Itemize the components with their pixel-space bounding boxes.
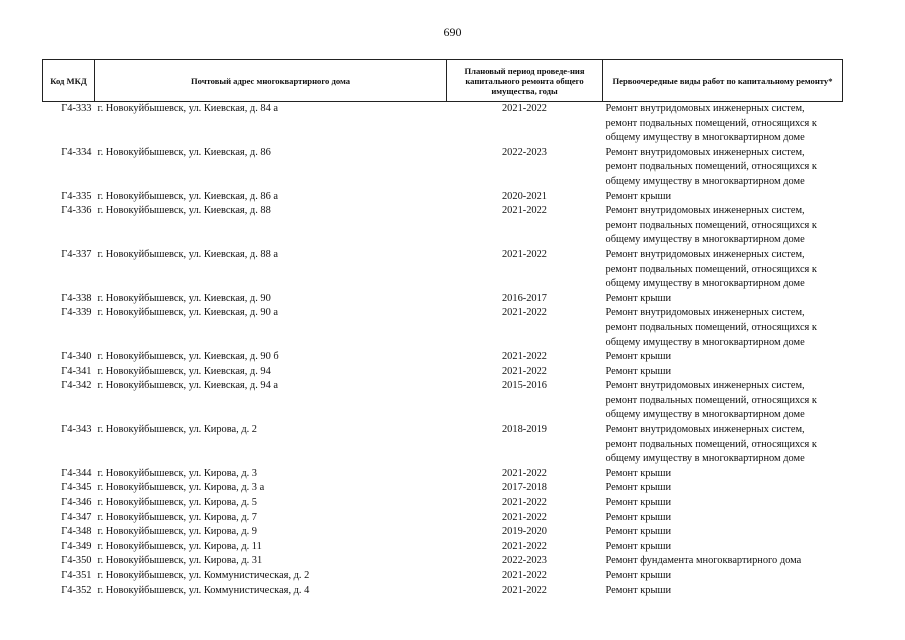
cell-address: г. Новокуйбышевск, ул. Кирова, д. 2 <box>97 424 258 436</box>
capital-repair-table <box>42 59 843 598</box>
cell-address: г. Новокуйбышевск, ул. Кирова, д. 11 <box>97 540 262 552</box>
cell-address: г. Новокуйбышевск, ул. Кирова, д. 5 <box>97 497 258 509</box>
cell-address: г. Новокуйбышевск, ул. Коммунистическая, д. 4 <box>97 584 310 596</box>
cell-code: Г4-342 <box>61 380 92 392</box>
cell-works: Ремонт крыши <box>605 584 672 596</box>
table-row <box>43 511 843 526</box>
cell-code: Г4-348 <box>61 526 92 538</box>
cell-works: Ремонт крыши <box>605 526 672 538</box>
cell-period: 2021-2022 <box>501 570 548 581</box>
table-body <box>43 102 843 599</box>
cell-code: Г4-338 <box>61 292 92 304</box>
cell-period: 2017-2018 <box>501 482 548 494</box>
header-code: Код МКД <box>43 60 95 102</box>
cell-period: 2021-2022 <box>501 248 548 260</box>
cell-period: 2020-2021 <box>501 190 548 202</box>
cell-period: 2021-2022 <box>501 307 548 319</box>
cell-works: Ремонт внутридомовых инженерных систем, ремонт подвальных помещений, относящихся к общему имуществу в многоквартирном доме <box>605 103 817 144</box>
table-row <box>43 365 843 380</box>
cell-period: 2022-2023 <box>501 555 548 567</box>
cell-code: Г4-341 <box>61 365 92 377</box>
cell-works: Ремонт внутридомовых инженерных систем, ремонт подвальных помещений, относящихся к общему имуществу в многоквартирном доме <box>605 146 817 187</box>
cell-works: Ремонт крыши <box>605 511 672 523</box>
table-row <box>43 350 843 365</box>
cell-address: г. Новокуйбышевск, ул. Кирова, д. 3 <box>97 467 258 479</box>
cell-code: Г4-349 <box>61 540 92 552</box>
cell-period: 2021-2022 <box>501 103 548 114</box>
header-period: Плановый период проведе-ния капитального ремонта общего имущества, годы <box>447 60 603 102</box>
table-row <box>43 481 843 496</box>
table-row <box>43 292 843 307</box>
cell-address: г. Новокуйбышевск, ул. Киевская, д. 90 б <box>97 351 279 363</box>
cell-address: г. Новокуйбышевск, ул. Кирова, д. 7 <box>97 511 258 523</box>
cell-address: г. Новокуйбышевск, ул. Киевская, д. 90 <box>97 292 271 304</box>
cell-period: 2022-2023 <box>501 146 548 158</box>
table-row <box>43 248 843 292</box>
cell-address: г. Новокуйбышевск, ул. Кирова, д. 9 <box>97 526 258 538</box>
cell-code: Г4-336 <box>61 205 92 217</box>
cell-period: 2021-2022 <box>501 205 548 217</box>
cell-code: Г4-339 <box>61 307 92 319</box>
cell-code: Г4-351 <box>61 570 92 581</box>
cell-works: Ремонт внутридомовых инженерных систем, ремонт подвальных помещений, относящихся к общему имуществу в многоквартирном доме <box>605 380 817 421</box>
header-works: Первоочередные виды работ по капитальному ремонту* <box>603 60 843 102</box>
cell-code: Г4-352 <box>61 584 92 596</box>
cell-works: Ремонт внутридомовых инженерных систем, ремонт подвальных помещений, относящихся к общему имуществу в многоквартирном доме <box>605 205 817 246</box>
cell-address: г. Новокуйбышевск, ул. Киевская, д. 94 а <box>97 380 278 392</box>
cell-period: 2015-2016 <box>501 380 548 392</box>
cell-works: Ремонт внутридомовых инженерных систем, ремонт подвальных помещений, относящихся к общему имуществу в многоквартирном доме <box>605 424 817 465</box>
cell-works: Ремонт крыши <box>605 292 672 304</box>
cell-period: 2021-2022 <box>501 511 548 523</box>
cell-address: г. Новокуйбышевск, ул. Коммунистическая, д. 2 <box>97 570 310 581</box>
cell-works: Ремонт фундамента многоквартирного дома <box>605 555 802 567</box>
table-row <box>43 496 843 511</box>
cell-works: Ремонт крыши <box>605 570 672 581</box>
cell-period: 2021-2022 <box>501 584 548 596</box>
table-row <box>43 204 843 248</box>
page-number: 690 <box>443 25 462 39</box>
cell-address: г. Новокуйбышевск, ул. Киевская, д. 88 а <box>97 248 278 260</box>
cell-code: Г4-345 <box>61 482 92 494</box>
cell-address: г. Новокуйбышевск, ул. Киевская, д. 88 <box>97 205 271 217</box>
cell-period: 2018-2019 <box>501 424 548 436</box>
cell-code: Г4-337 <box>61 248 92 260</box>
cell-works: Ремонт внутридомовых инженерных систем, ремонт подвальных помещений, относящихся к общему имуществу в многоквартирном доме <box>605 307 817 348</box>
cell-address: г. Новокуйбышевск, ул. Кирова, д. 31 <box>97 555 263 567</box>
cell-address: г. Новокуйбышевск, ул. Киевская, д. 94 <box>97 365 271 377</box>
cell-address: г. Новокуйбышевск, ул. Киевская, д. 86 а <box>97 190 278 202</box>
table-row <box>43 525 843 540</box>
table-row <box>43 306 843 350</box>
cell-address: г. Новокуйбышевск, ул. Киевская, д. 90 а <box>97 307 278 319</box>
cell-works: Ремонт крыши <box>605 467 672 479</box>
cell-works: Ремонт крыши <box>605 365 672 377</box>
cell-works: Ремонт крыши <box>605 190 672 202</box>
cell-works: Ремонт крыши <box>605 540 672 552</box>
cell-works: Ремонт крыши <box>605 497 672 509</box>
cell-address: г. Новокуйбышевск, ул. Киевская, д. 86 <box>97 146 271 158</box>
cell-code: Г4-333 <box>61 103 92 114</box>
cell-code: Г4-335 <box>61 190 92 202</box>
cell-period: 2021-2022 <box>501 497 548 509</box>
cell-period: 2021-2022 <box>501 351 548 363</box>
header-address: Почтовый адрес многоквартирного дома <box>95 60 447 102</box>
cell-works: Ремонт крыши <box>605 482 672 494</box>
cell-period: 2021-2022 <box>501 467 548 479</box>
table-row <box>43 102 843 146</box>
table-row <box>43 569 843 584</box>
table-header-row <box>43 60 843 102</box>
table-row <box>43 379 843 423</box>
cell-address: г. Новокуйбышевск, ул. Кирова, д. 3 а <box>97 482 265 494</box>
table-row <box>43 584 843 599</box>
cell-period: 2021-2022 <box>501 365 548 377</box>
cell-works: Ремонт внутридомовых инженерных систем, ремонт подвальных помещений, относящихся к общему имуществу в многоквартирном доме <box>605 248 817 290</box>
cell-period: 2019-2020 <box>501 526 548 538</box>
cell-code: Г4-334 <box>61 146 92 158</box>
cell-address: г. Новокуйбышевск, ул. Киевская, д. 84 а <box>97 103 278 114</box>
cell-works: Ремонт крыши <box>605 351 672 363</box>
table-row <box>43 554 843 569</box>
cell-code: Г4-347 <box>61 511 92 523</box>
table-row <box>43 190 843 205</box>
cell-code: Г4-346 <box>61 497 92 509</box>
table-row <box>43 540 843 555</box>
cell-code: Г4-343 <box>61 424 92 436</box>
cell-period: 2016-2017 <box>501 292 548 304</box>
table-row <box>43 146 843 190</box>
cell-code: Г4-340 <box>61 351 92 363</box>
cell-code: Г4-344 <box>61 467 92 479</box>
cell-period: 2021-2022 <box>501 540 548 552</box>
cell-code: Г4-350 <box>61 555 92 567</box>
table-row <box>43 467 843 482</box>
table-row <box>43 423 843 467</box>
